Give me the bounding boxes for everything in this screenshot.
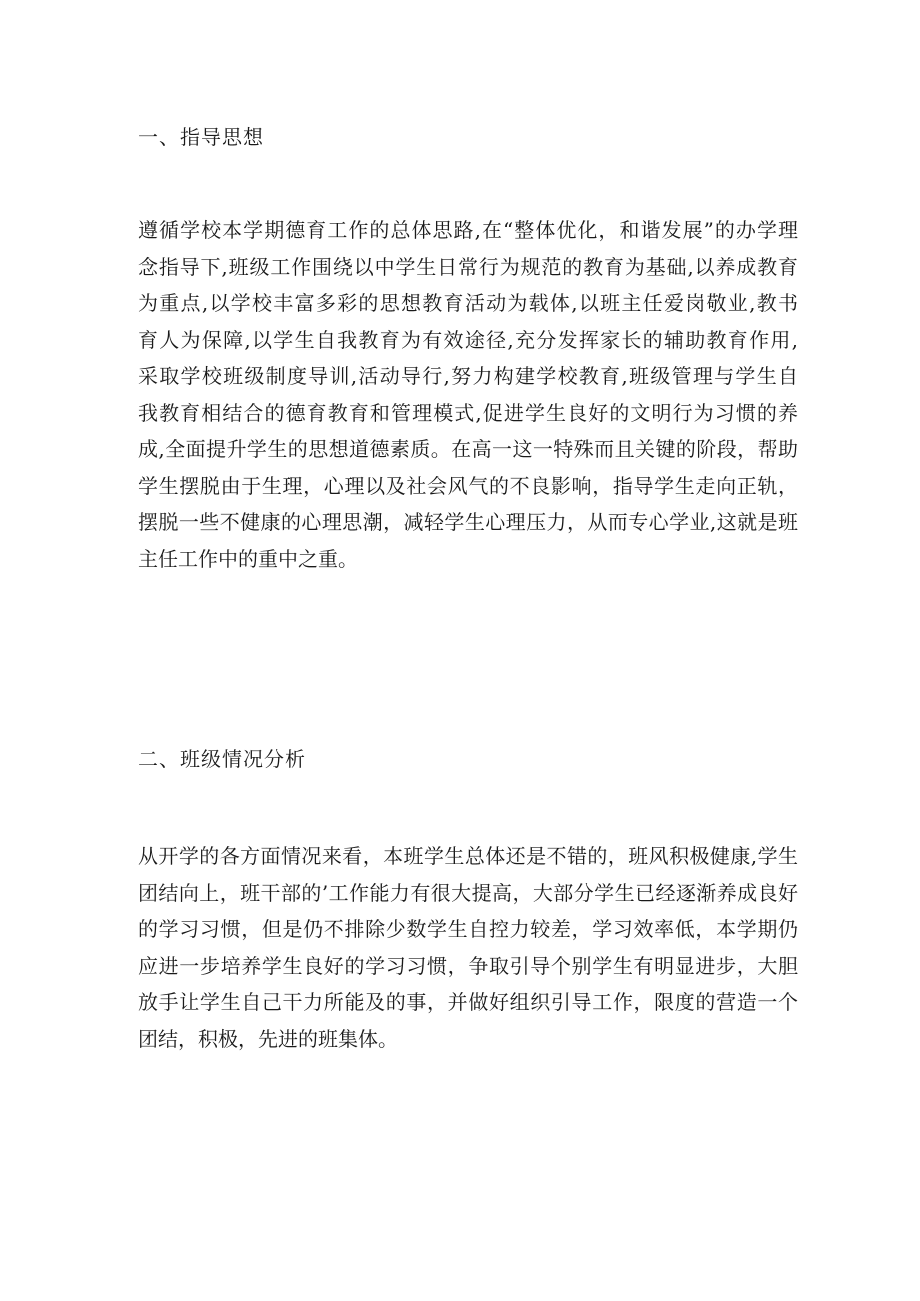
text-line: 放手让学生自己干力所能及的事，并做好组织引导工作，限度的营造一个 — [138, 990, 798, 1014]
text-line: 团结向上，班干部的’工作能力有很大提高，大部分学生已经逐渐养成良好 — [138, 880, 798, 905]
text-line: 念指导下,班级工作围绕以中学生日常行为规范的教育为基础,以养成教育 — [138, 254, 798, 279]
section-heading-class-analysis: 二、班级情况分析 — [138, 747, 306, 771]
text-line: 应进一步培养学生良好的学习习惯，争取引导个别学生有明显进步，大胆 — [138, 953, 798, 978]
text-line: 为重点,以学校丰富多彩的思想教育活动为载体,以班主任爱岗敬业,教书 — [138, 291, 798, 315]
section-heading-guiding-ideology: 一、指导思想 — [138, 125, 264, 149]
paragraph-class-analysis — [138, 838, 798, 1057]
text-line: 的学习习惯，但是仍不排除少数学生自控力较差，学习效率低，本学期仍 — [138, 917, 798, 941]
text-line: 育人为保障,以学生自我教育为有效途径,充分发挥家长的辅助教育作用, — [138, 327, 798, 352]
text-line: 团结，积极，先进的班集体。 — [138, 1026, 398, 1051]
text-line: 摆脱一些不健康的心理思潮，减轻学生心理压力，从而专心学业,这就是班 — [138, 510, 798, 534]
text-line: 遵循学校本学期德育工作的总体思路,在“整体优化，和谐发展”的办学理 — [138, 218, 798, 242]
text-line: 学生摆脱由于生理，心理以及社会风气的不良影响，指导学生走向正轨， — [138, 473, 798, 498]
text-line: 采取学校班级制度导训,活动导行,努力构建学校教育,班级管理与学生自 — [138, 364, 798, 388]
paragraph-guiding-ideology — [138, 212, 798, 577]
text-line: 主任工作中的重中之重。 — [138, 546, 358, 571]
text-line: 我教育相结合的德育教育和管理模式,促进学生良好的文明行为习惯的养 — [138, 400, 798, 425]
text-line: 从开学的各方面情况来看，本班学生总体还是不错的，班风积极健康,学生 — [138, 844, 798, 868]
text-line: 成,全面提升学生的思想道德素质。在高一这一特殊而且关键的阶段，帮助 — [138, 437, 798, 461]
